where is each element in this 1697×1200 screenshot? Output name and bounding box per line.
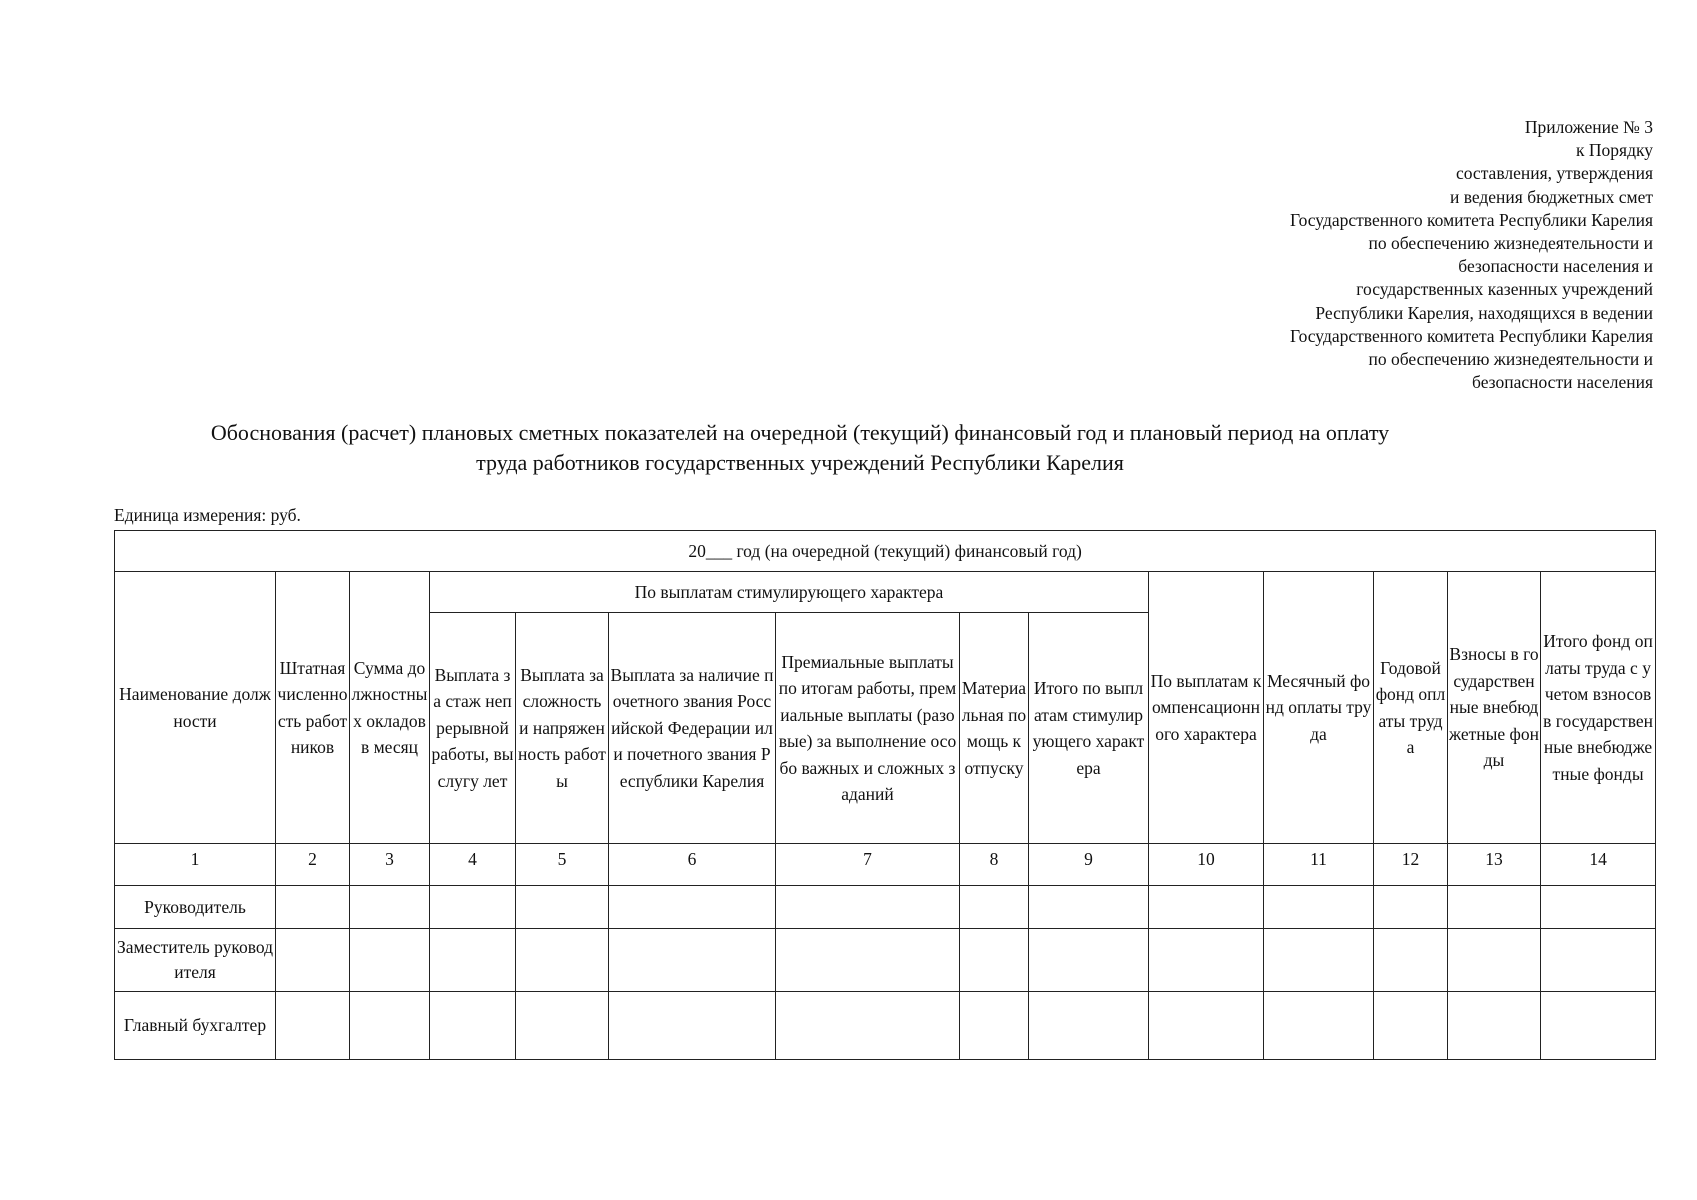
column-number: 13	[1448, 844, 1541, 886]
table-cell[interactable]	[1448, 992, 1541, 1060]
appendix-line: Государственного комитета Республики Карелия	[1290, 325, 1653, 346]
title-line-1: Обоснования (расчет) плановых сметных показателей на очередной (текущий) финансовый год и плановый период на оплату	[210, 420, 1390, 445]
column-header-row	[115, 572, 1656, 613]
table-cell[interactable]	[276, 992, 350, 1060]
table-cell[interactable]	[1149, 886, 1264, 929]
table-cell[interactable]	[609, 886, 776, 929]
header-position-name: Наименование должности	[115, 572, 276, 844]
table-row	[115, 992, 1656, 1060]
year-header-row	[115, 531, 1656, 572]
appendix-line: и ведения бюджетных смет	[1449, 186, 1653, 207]
table-cell[interactable]	[960, 886, 1029, 929]
table-cell[interactable]	[1149, 929, 1264, 992]
column-number: 12	[1374, 844, 1448, 886]
table-cell[interactable]	[1374, 929, 1448, 992]
table-cell[interactable]	[350, 886, 430, 929]
appendix-line: по обеспечению жизнедеятельности и	[1368, 233, 1653, 254]
table-cell[interactable]	[609, 992, 776, 1060]
table-cell[interactable]	[516, 886, 609, 929]
appendix-line: безопасности населения	[1472, 372, 1653, 393]
table-cell[interactable]	[350, 929, 430, 992]
header-contributions: Взносы в государственные внебюджетные фонды	[1448, 572, 1541, 844]
header-material-aid: Материальная помощь к отпуску	[960, 613, 1029, 844]
header-monthly-fund: Месячный фонд оплаты труда	[1264, 572, 1374, 844]
column-number: 14	[1541, 844, 1656, 886]
document-title	[100, 418, 1500, 478]
table-cell[interactable]	[516, 929, 609, 992]
table-cell[interactable]	[276, 929, 350, 992]
table-cell[interactable]	[1149, 992, 1264, 1060]
column-number: 11	[1264, 844, 1374, 886]
header-honorary-title-payment: Выплата за наличие почетного звания Российской Федерации или почетного звания Республики Карелия	[609, 613, 776, 844]
table-cell[interactable]	[516, 992, 609, 1060]
table-cell[interactable]	[1264, 929, 1374, 992]
column-number: 10	[1149, 844, 1264, 886]
column-number: 3	[350, 844, 430, 886]
table-cell[interactable]	[1448, 929, 1541, 992]
table-cell[interactable]	[1448, 886, 1541, 929]
table-cell[interactable]	[276, 886, 350, 929]
table-cell[interactable]	[1264, 992, 1374, 1060]
table-cell[interactable]	[1029, 886, 1149, 929]
appendix-line: Приложение № 3	[1524, 117, 1653, 137]
header-staff-count: Штатная численность работников	[276, 572, 350, 844]
column-number: 9	[1029, 844, 1149, 886]
table-cell[interactable]	[1541, 929, 1656, 992]
appendix-line: составления, утверждения	[1455, 163, 1653, 184]
table-cell[interactable]	[776, 992, 960, 1060]
table-cell[interactable]	[1029, 992, 1149, 1060]
table-cell[interactable]	[1374, 992, 1448, 1060]
column-number: 6	[609, 844, 776, 886]
column-number: 5	[516, 844, 609, 886]
calculation-table	[114, 530, 1656, 1060]
table-cell[interactable]	[1541, 992, 1656, 1060]
table-row	[115, 886, 1656, 929]
table-cell[interactable]	[1264, 886, 1374, 929]
table-cell[interactable]	[350, 992, 430, 1060]
column-number: 2	[276, 844, 350, 886]
column-number: 8	[960, 844, 1029, 886]
table-cell[interactable]	[430, 992, 516, 1060]
appendix-line: Государственного комитета Республики Карелия	[1290, 209, 1653, 230]
table-cell[interactable]	[609, 929, 776, 992]
column-number-row	[115, 844, 1656, 886]
column-number: 7	[776, 844, 960, 886]
unit-label: Единица измерения: руб.	[114, 505, 301, 525]
table-cell[interactable]	[960, 992, 1029, 1060]
table-cell[interactable]	[776, 886, 960, 929]
appendix-line: государственных казенных учреждений	[1356, 279, 1653, 300]
row-position-label: Руководитель	[115, 886, 276, 929]
table-cell[interactable]	[1541, 886, 1656, 929]
table-cell[interactable]	[776, 929, 960, 992]
table-row	[115, 929, 1656, 992]
appendix-line: Республики Карелия, находящихся в ведении	[1315, 302, 1653, 323]
row-position-label: Заместитель руководителя	[115, 929, 276, 992]
year-header: 20___ год (на очередной (текущий) финансовый год)	[115, 531, 1656, 572]
header-compensation: По выплатам компенсационного характера	[1149, 572, 1264, 844]
header-stimulating-total: Итого по выплатам стимулирующего характера	[1029, 613, 1149, 844]
column-number: 1	[115, 844, 276, 886]
header-salary-sum: Сумма должностных окладов в месяц	[350, 572, 430, 844]
title-line-2: труда работников государственных учреждений Республики Карелия	[476, 450, 1124, 475]
table-cell[interactable]	[1029, 929, 1149, 992]
header-total-fund: Итого фонд оплаты труда с учетом взносов в государственные внебюджетные фонды	[1541, 572, 1656, 844]
header-seniority-payment: Выплата за стаж непрерывной работы, выслугу лет	[430, 613, 516, 844]
appendix-line: к Порядку	[1576, 140, 1653, 161]
header-bonus-payments: Премиальные выплаты по итогам работы, премиальные выплаты (разовые) за выполнение особо важных и сложных заданий	[776, 613, 960, 844]
row-position-label: Главный бухгалтер	[115, 992, 276, 1060]
table-cell[interactable]	[960, 929, 1029, 992]
table-cell[interactable]	[430, 929, 516, 992]
appendix-line: по обеспечению жизнедеятельности и	[1368, 349, 1653, 370]
header-annual-fund: Годовой фонд оплаты труда	[1374, 572, 1448, 844]
header-complexity-payment: Выплата за сложность и напряженность работы	[516, 613, 609, 844]
column-number: 4	[430, 844, 516, 886]
appendix-block	[1093, 116, 1653, 394]
header-stimulating-group: По выплатам стимулирующего характера	[430, 572, 1149, 613]
appendix-line: безопасности населения и	[1458, 256, 1653, 277]
table-cell[interactable]	[430, 886, 516, 929]
table-cell[interactable]	[1374, 886, 1448, 929]
